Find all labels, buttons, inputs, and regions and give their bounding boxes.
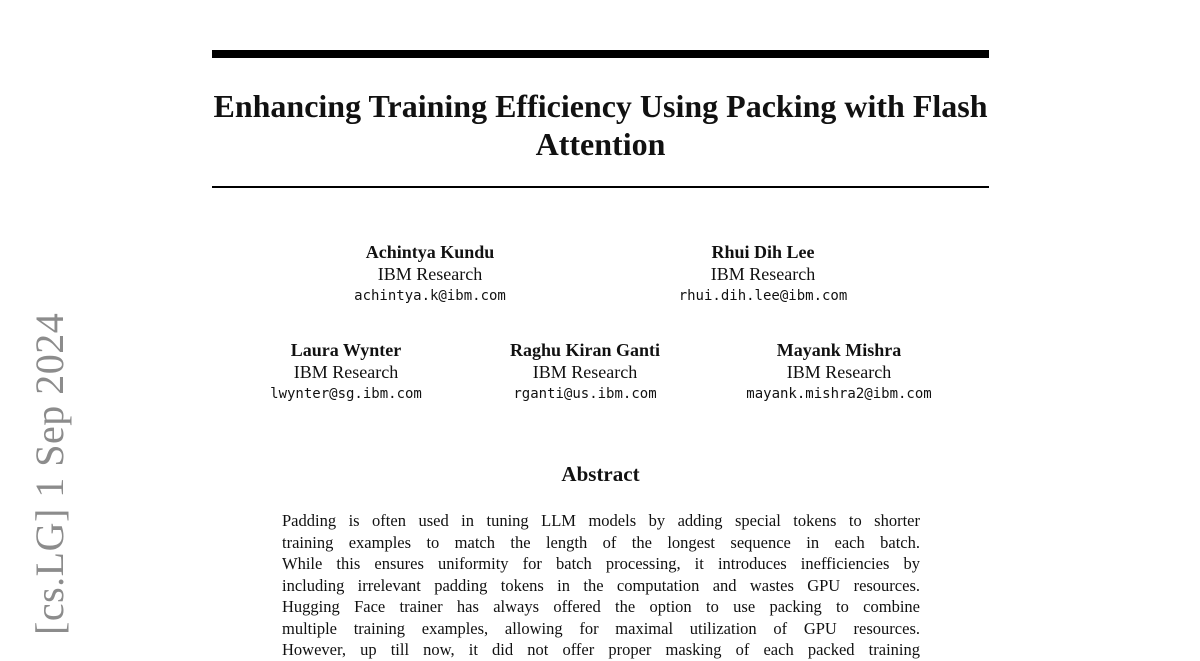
author-affiliation: IBM Research	[377, 264, 483, 284]
author-name: Raghu Kiran Ganti	[509, 340, 661, 360]
abstract-body	[282, 510, 920, 661]
author-block	[216, 339, 476, 405]
title-bottom-rule	[212, 186, 989, 188]
author-name: Mayank Mishra	[776, 340, 902, 360]
author-email: rganti@us.ibm.com	[513, 386, 657, 402]
abstract-line: multiple training examples, allowing for maximal utilization of GPU resources.	[282, 618, 920, 638]
abstract-heading: Abstract	[561, 462, 640, 486]
abstract-line: Hugging Face trainer has always offered the option to use packing to combine	[282, 597, 920, 616]
author-name: Achintya Kundu	[365, 242, 495, 262]
author-name: Rhui Dih Lee	[711, 242, 815, 262]
abstract-line: However, up till now, it did not offer proper masking of each packed training	[282, 640, 920, 659]
author-email: achintya.k@ibm.com	[354, 288, 506, 304]
author-affiliation: IBM Research	[786, 362, 892, 382]
author-block	[709, 339, 969, 405]
author-affiliation: IBM Research	[710, 264, 816, 284]
paper-title: Enhancing Training Efficiency Using Packing with Flash Attention	[213, 88, 988, 162]
author-email: lwynter@sg.ibm.com	[270, 386, 422, 402]
arxiv-stamp: [cs.LG] 1 Sep 2024	[27, 312, 72, 635]
abstract-line: Padding is often used in tuning LLM models by adding special tokens to shorter	[282, 511, 920, 530]
abstract-line: including irrelevant padding tokens in the computation and wastes GPU resources.	[282, 575, 920, 595]
author-affiliation: IBM Research	[532, 362, 638, 382]
author-block	[455, 339, 715, 405]
abstract-line: While this ensures uniformity for batch processing, it introduces inefficiencies by	[282, 554, 920, 573]
abstract-line: training examples to match the length of the longest sequence in each batch.	[282, 532, 920, 552]
author-email: rhui.dih.lee@ibm.com	[678, 288, 848, 304]
author-block	[300, 241, 560, 307]
author-affiliation: IBM Research	[293, 362, 399, 382]
author-block	[633, 241, 893, 307]
author-email: mayank.mishra2@ibm.com	[746, 386, 932, 402]
author-name: Laura Wynter	[290, 340, 402, 360]
title-top-rule	[212, 50, 989, 58]
